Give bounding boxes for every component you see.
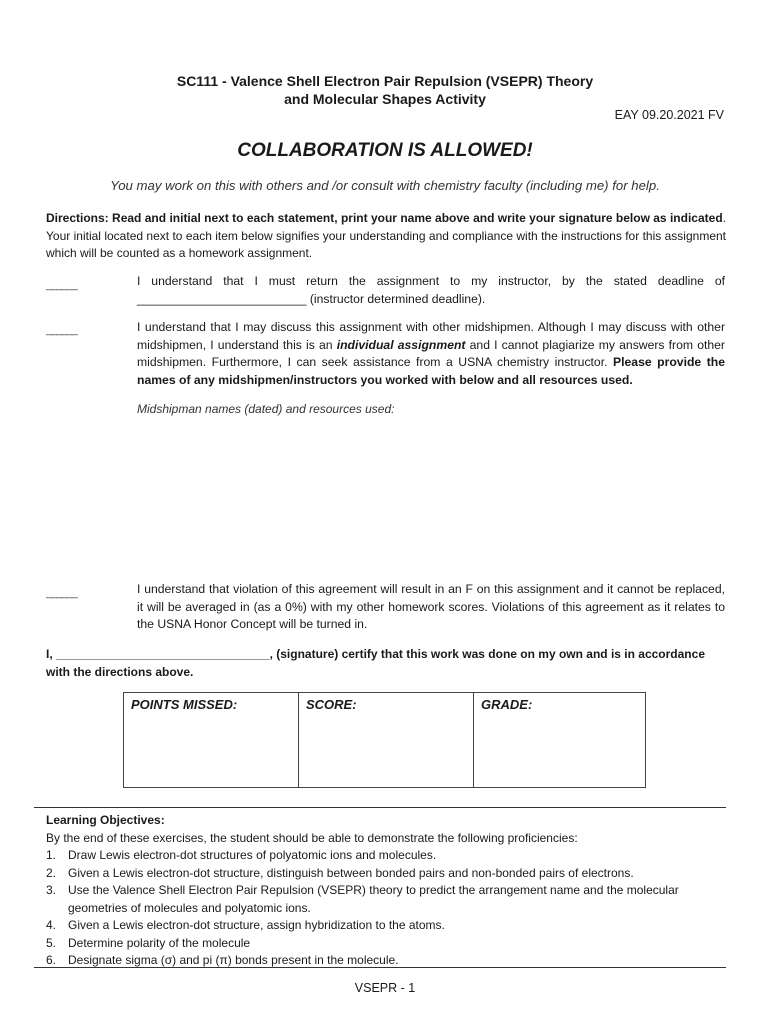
objectives-bottom-rule bbox=[34, 967, 726, 968]
resources-label: Midshipman names (dated) and resources used: bbox=[137, 402, 395, 416]
points-missed-cell[interactable]: POINTS MISSED: bbox=[124, 693, 299, 788]
objective-text: Draw Lewis electron-dot structures of polyatomic ions and molecules. bbox=[68, 848, 437, 862]
objective-text: Determine polarity of the molecule bbox=[68, 935, 251, 950]
objective-item bbox=[46, 882, 726, 917]
objectives-intro: By the end of these exercises, the student should be able to demonstrate the following proficiencies: bbox=[46, 830, 578, 845]
document-title-line2: and Molecular Shapes Activity bbox=[284, 91, 486, 107]
directions-lead: Directions: Read and initial next to each statement, print your name above and write your signature below as indicated bbox=[46, 211, 723, 225]
score-cell[interactable]: SCORE: bbox=[299, 693, 474, 788]
initial-blank-2[interactable]: ______ bbox=[46, 324, 77, 336]
objective-text: Given a Lewis electron-dot structure, distinguish between bonded pairs and non-bonded pairs of electrons. bbox=[68, 865, 634, 880]
objective-item bbox=[46, 865, 726, 883]
objective-item bbox=[46, 847, 726, 865]
statement-1 bbox=[137, 273, 725, 308]
objective-number: 1. bbox=[46, 848, 57, 862]
statement-2-text-b: and I cannot plagiarize my answers from other midshipmen. Furthermore, I can seek assistance from a USNA chemistry instructor. bbox=[137, 337, 725, 369]
grade-cell[interactable]: GRADE: bbox=[474, 693, 646, 788]
certification-statement: I, ________________________________, (signature) certify that this work was done on my own and is in accordance with the directions above. bbox=[46, 647, 705, 679]
objective-item bbox=[46, 917, 726, 935]
page-footer: VSEPR - 1 bbox=[354, 981, 416, 995]
statement-3 bbox=[137, 581, 725, 634]
initial-blank-3[interactable]: ______ bbox=[46, 587, 77, 599]
objective-number: 2. bbox=[46, 865, 57, 880]
objective-number: 5. bbox=[46, 935, 57, 950]
statement-2-bold: Please provide the names of any midshipmen/instructors you worked with below and all resources used. bbox=[137, 355, 725, 387]
objectives-heading: Learning Objectives: bbox=[46, 813, 165, 827]
statement-2-emphasis: individual assignment bbox=[336, 337, 466, 352]
grade-table bbox=[123, 692, 646, 788]
statement-2-text-a: I understand that I may discuss this assignment with other midshipmen. Although I may discuss with other midshipmen, I understand this is an bbox=[137, 320, 725, 352]
learning-objectives bbox=[46, 812, 726, 970]
collaboration-banner: COLLABORATION IS ALLOWED! bbox=[237, 140, 533, 161]
objective-number: 3. bbox=[46, 883, 57, 897]
statement-1-text: I understand that I must return the assignment to my instructor, by the stated deadline of _________________________ (instructor determined deadline). bbox=[137, 274, 725, 306]
objective-number: 6. bbox=[46, 953, 57, 967]
statement-3-text: I understand that violation of this agreement will result in an F on this assignment and it cannot be replaced, it will be averaged in (as a 0%) with my other homework scores. Violations of this agreement as it relates to the USNA Honor Concept will be turned in. bbox=[137, 582, 725, 631]
directions-paragraph bbox=[46, 210, 726, 263]
objective-item bbox=[46, 935, 726, 953]
objectives-top-rule bbox=[34, 807, 726, 808]
objective-number: 4. bbox=[46, 918, 57, 932]
objective-text: Designate sigma (σ) and pi (π) bonds present in the molecule. bbox=[68, 953, 399, 967]
help-line: You may work on this with others and /or consult with chemistry faculty (including me) for help. bbox=[110, 178, 660, 193]
document-reference: EAY 09.20.2021 FV bbox=[614, 108, 724, 122]
objective-text: Use the Valence Shell Electron Pair Repulsion (VSEPR) theory to predict the arrangement name and the molecular geometries of molecules and polyatomic ions. bbox=[68, 883, 679, 915]
initial-blank-1[interactable]: ______ bbox=[46, 279, 77, 291]
objective-text: Given a Lewis electron-dot structure, assign hybridization to the atoms. bbox=[68, 918, 445, 932]
objectives-list bbox=[46, 847, 726, 970]
directions-rest: . Your initial located next to each item below signifies your understanding and compliance with the instructions for this assignment which will be counted as a homework assignment. bbox=[46, 211, 726, 260]
statement-2 bbox=[137, 319, 725, 389]
document-title-line1: SC111 - Valence Shell Electron Pair Repulsion (VSEPR) Theory bbox=[176, 73, 594, 89]
